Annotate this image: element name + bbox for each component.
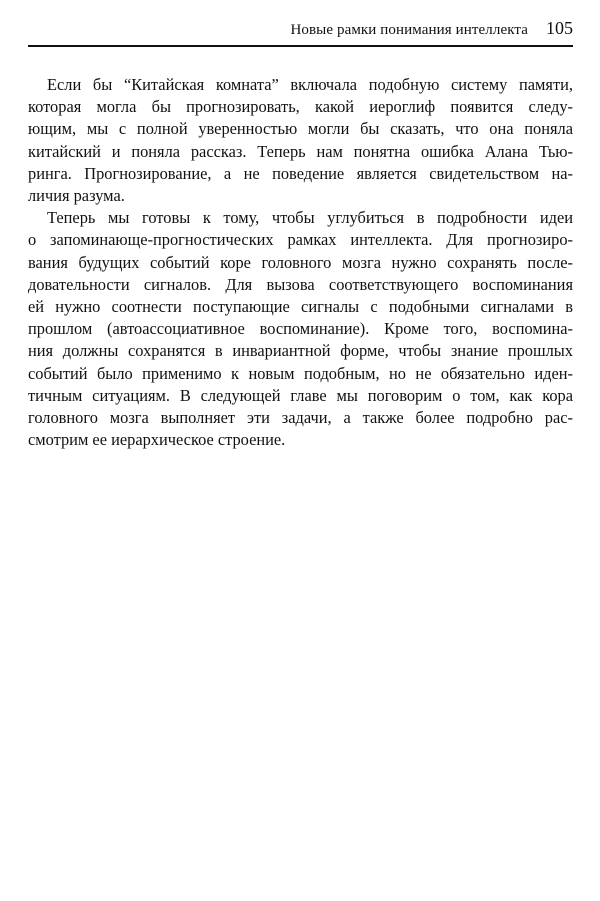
text-line: вания будущих событий коре головного мозга нужно сохранять после- bbox=[28, 252, 573, 272]
text-line: прошлом (автоассоциативное воспоминание). Кроме того, воспомина- bbox=[28, 319, 573, 339]
text-line: китайский и поняла рассказ. Теперь нам понятна ошибка Алана Тью- bbox=[28, 141, 573, 161]
text-line: головного мозга выполняет эти задачи, а также более подробно рас- bbox=[28, 408, 573, 428]
text-line: личия разума. bbox=[28, 186, 125, 206]
paragraph-2 bbox=[28, 207, 573, 451]
page-number: 105 bbox=[546, 18, 573, 38]
text-line: смотрим ее иерархическое строение. bbox=[28, 430, 286, 450]
text-line: Если бы “Китайская комната” включала подобную систему памяти, bbox=[47, 75, 573, 94]
running-title: Новые рамки понимания интеллекта bbox=[290, 22, 528, 38]
text-line: довательности сигналов. Для вызова соответствующего воспоминания bbox=[28, 274, 573, 294]
body-text bbox=[28, 74, 573, 451]
header-rule bbox=[28, 45, 573, 47]
text-line: ринга. Прогнозирование, а не поведение является свидетельством на- bbox=[28, 163, 573, 183]
text-line: которая могла бы прогнозировать, какой иероглиф появится следу- bbox=[28, 97, 573, 117]
paragraph-1 bbox=[28, 74, 573, 207]
text-line: Теперь мы готовы к тому, чтобы углубиться в подробности идеи bbox=[47, 208, 573, 228]
text-line: о запоминающе-прогностических рамках интеллекта. Для прогнозиро- bbox=[28, 230, 573, 250]
text-line: событий было применимо к новым подобным, но не обязательно иден- bbox=[28, 363, 573, 383]
running-header bbox=[28, 18, 573, 42]
text-line: ния должны сохранятся в инвариантной форме, чтобы знание прошлых bbox=[28, 341, 573, 361]
text-line: ющим, мы с полной уверенностью могли бы сказать, что она поняла bbox=[28, 119, 573, 139]
text-line: ей нужно соотнести поступающие сигналы с подобными сигналами в bbox=[28, 297, 573, 317]
text-line: тичным ситуациям. В следующей главе мы поговорим о том, как кора bbox=[28, 385, 573, 405]
